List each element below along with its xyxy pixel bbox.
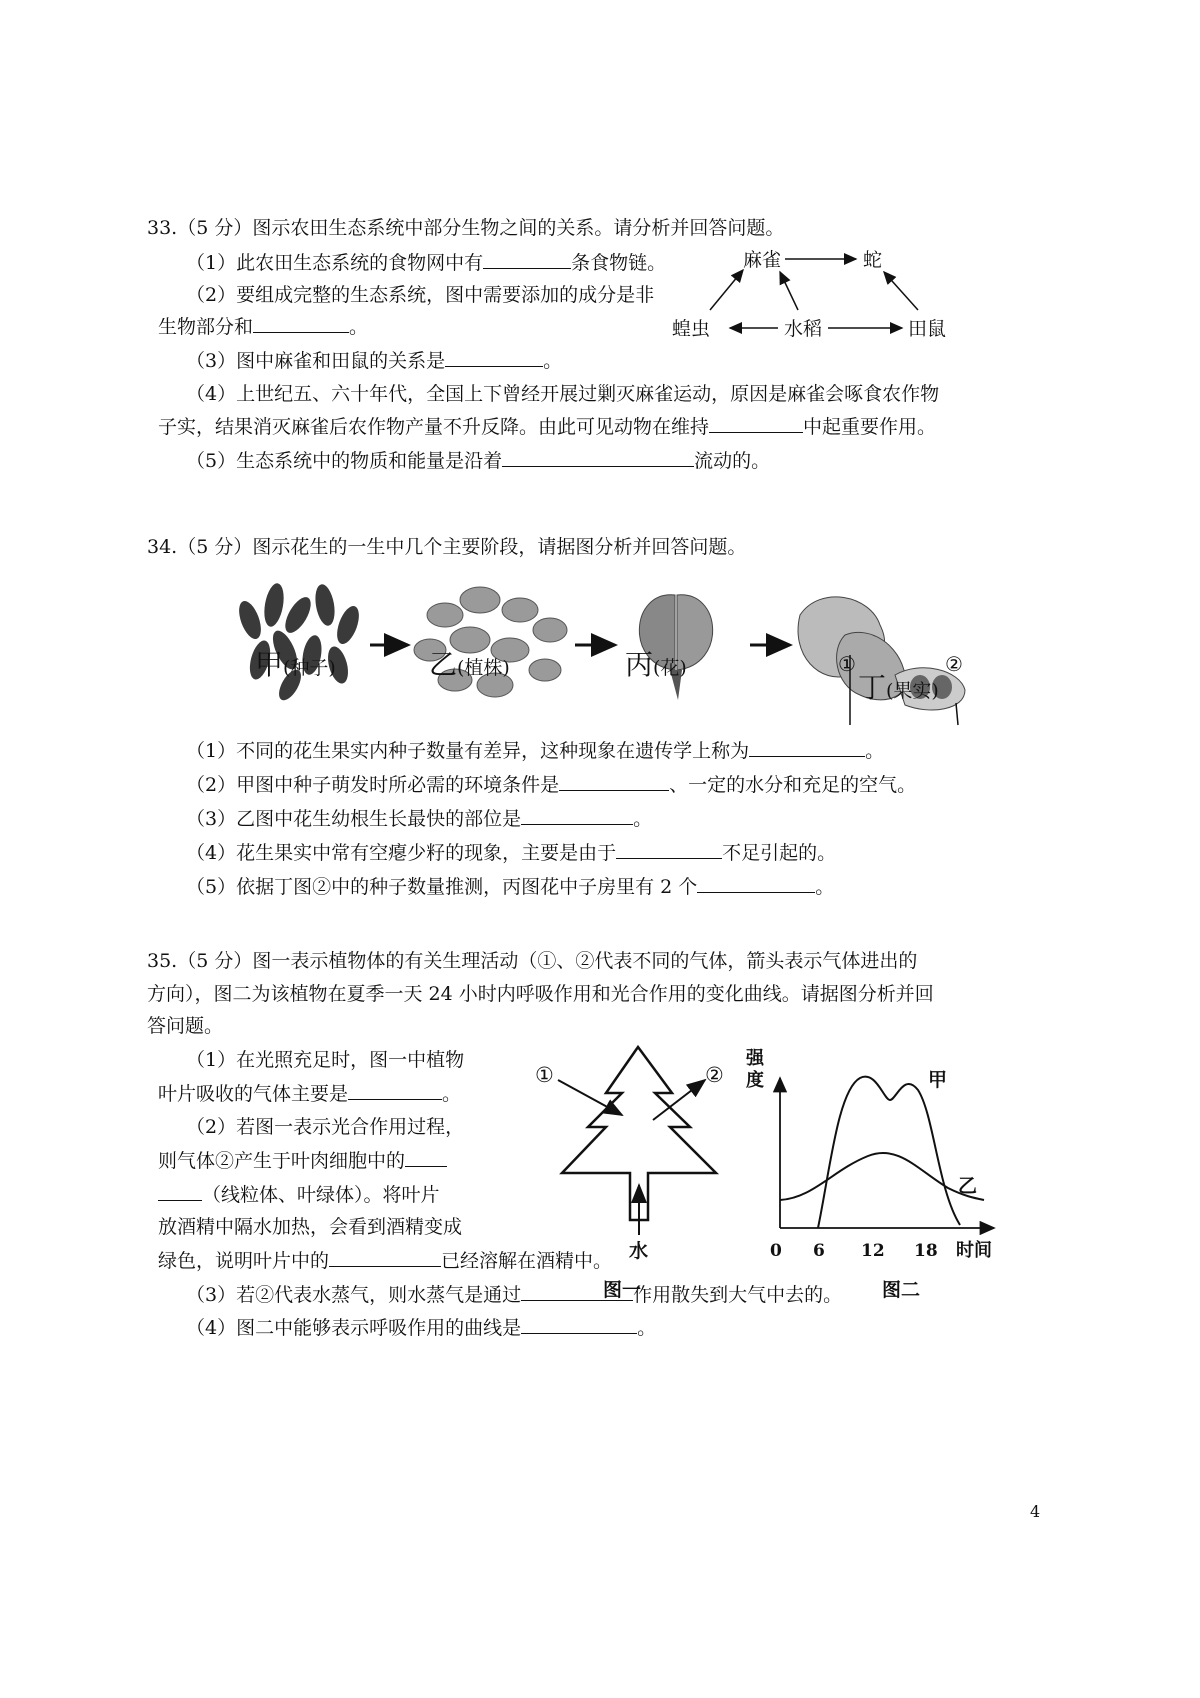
figure-one-tree: [535, 1045, 770, 1262]
q34-sub5: （5）依据丁图②中的种子数量推测，丙图花中子房里有 2 个 。: [186, 876, 835, 898]
q35-sub4: （4）图二中能够表示呼吸作用的曲线是 。: [186, 1317, 657, 1339]
arrow-locust-sparrow: [710, 270, 743, 310]
q34-blank5[interactable]: [697, 874, 815, 893]
q35-blank5[interactable]: [521, 1315, 637, 1334]
page-number: 4: [1030, 1502, 1041, 1521]
curve-jia-label: 甲: [928, 1069, 948, 1091]
curve-yi: [780, 1153, 984, 1200]
q35-sub3: （3）若②代表水蒸气，则水蒸气是通过 作用散失到大气中去的。: [186, 1284, 843, 1306]
tick-0: 0: [770, 1241, 782, 1261]
q34-sub1: （1）不同的花生果实内种子数量有差异，这种现象在遗传学上称为 。: [186, 740, 885, 762]
node-snake: 蛇: [863, 249, 883, 271]
fig2-caption: 图二: [882, 1279, 921, 1301]
q35-sub1a: （1）在光照充足时，图一中植物: [186, 1049, 465, 1071]
q35-sub2d: 放酒精中隔水加热，会看到酒精变成: [158, 1216, 463, 1238]
q33-sub4b: 子实，结果消灭麻雀后农作物产量不升反降。由此可见动物在维持 中起重要作用。: [158, 416, 937, 438]
fruit-marker-2: ②: [945, 652, 963, 676]
q34-sub3: （3）乙图中花生幼根生长最快的部位是 。: [186, 808, 653, 830]
q34-sub2: （2）甲图中种子萌发时所必需的环境条件是 、一定的水分和充足的空气。: [186, 774, 917, 796]
fig1-water-label: 水: [629, 1240, 649, 1262]
tick-18: 18: [914, 1241, 938, 1261]
x-axis-label: 时间: [956, 1240, 992, 1261]
tick-6: 6: [813, 1241, 825, 1261]
stage-plant-label: 乙(植株): [429, 648, 510, 681]
q34-blank1[interactable]: [749, 738, 865, 757]
figure-two-chart: [738, 1048, 998, 1261]
q35-sub2a: （2）若图一表示光合作用过程，: [186, 1116, 465, 1138]
tick-12: 12: [861, 1241, 885, 1261]
q35-blank3[interactable]: [329, 1248, 441, 1267]
q34-blank3[interactable]: [521, 806, 633, 825]
q33-blank4[interactable]: [709, 414, 803, 433]
q35-stem-line2: 方向），图二为该植物在夏季一天 24 小时内呼吸作用和光合作用的变化曲线。请据图分析并回: [147, 983, 934, 1005]
q33-blank3[interactable]: [445, 348, 543, 367]
fig1-marker-1: ①: [535, 1063, 554, 1087]
arrow-rice-sparrow: [780, 272, 798, 310]
fruit-image: [798, 597, 965, 725]
q34-blank2[interactable]: [559, 772, 669, 791]
q35-blank1[interactable]: [348, 1081, 442, 1100]
q33-sub5: （5）生态系统中的物质和能量是沿着 流动的。: [186, 450, 771, 472]
stage-seed-label: 甲(种子): [255, 648, 336, 681]
q35-sub2e: 绿色，说明叶片中的 已经溶解在酒精中。: [158, 1250, 613, 1272]
q34-blank4[interactable]: [616, 840, 722, 859]
node-locust: 蝗虫: [672, 318, 711, 340]
seeds-image: [235, 582, 364, 704]
q33-sub2b: 生物部分和 。: [158, 316, 369, 338]
fig1-marker-2: ②: [705, 1063, 724, 1087]
q35-stem-line3: 答问题。: [147, 1015, 224, 1037]
curve-jia: [818, 1077, 960, 1228]
q34-sub4: （4）花生果实中常有空瘪少籽的现象，主要是由于 不足引起的。: [186, 842, 837, 864]
y-axis-label-1: 强: [746, 1048, 764, 1069]
fruit-marker-1: ①: [838, 652, 856, 676]
node-rice: 水稻: [784, 318, 823, 340]
q33-sub2a: （2）要组成完整的生态系统，图中需要添加的成分是非: [186, 284, 655, 306]
q33-sub1: （1）此农田生态系统的食物网中有 条食物链。: [186, 252, 667, 274]
food-web-diagram: [672, 238, 970, 358]
arrow-mouse-snake: [884, 272, 918, 310]
node-mouse: 田鼠: [908, 318, 947, 340]
q35-sub1b: 叶片吸收的气体主要是 。: [158, 1083, 462, 1105]
curve-yi-label: 乙: [958, 1175, 978, 1197]
q35-blank2[interactable]: [405, 1148, 447, 1167]
q33-stem: 33.（5 分）图示农田生态系统中部分生物之间的关系。请分析并回答问题。: [147, 217, 785, 239]
fig1-caption: 图一: [603, 1279, 642, 1301]
y-axis-label-2: 度: [746, 1070, 764, 1091]
stage-fruit-label: 丁(果实): [858, 671, 939, 704]
node-sparrow: 麻雀: [743, 249, 782, 271]
q33-blank2[interactable]: [253, 314, 349, 333]
q33-sub3: （3）图中麻雀和田鼠的关系是 。: [186, 350, 563, 372]
stage-flower-label: 丙(花): [625, 648, 687, 681]
q35-stem-line1: 35.（5 分）图一表示植物体的有关生理活动（①、②代表不同的气体，箭头表示气体进出的: [147, 950, 918, 972]
q33-sub4a: （4）上世纪五、六十年代，全国上下曾经开展过剿灭麻雀运动，原因是麻雀会啄食农作物: [186, 383, 940, 405]
q33-blank5[interactable]: [502, 448, 694, 467]
q35-sub2b: 则气体②产生于叶肉细胞中的: [158, 1148, 447, 1173]
q35-sub2c: （线粒体、叶绿体）。将叶片: [158, 1182, 440, 1207]
q34-stem: 34.（5 分）图示花生的一生中几个主要阶段，请据图分析并回答问题。: [147, 536, 747, 558]
q33-blank1[interactable]: [483, 250, 571, 269]
